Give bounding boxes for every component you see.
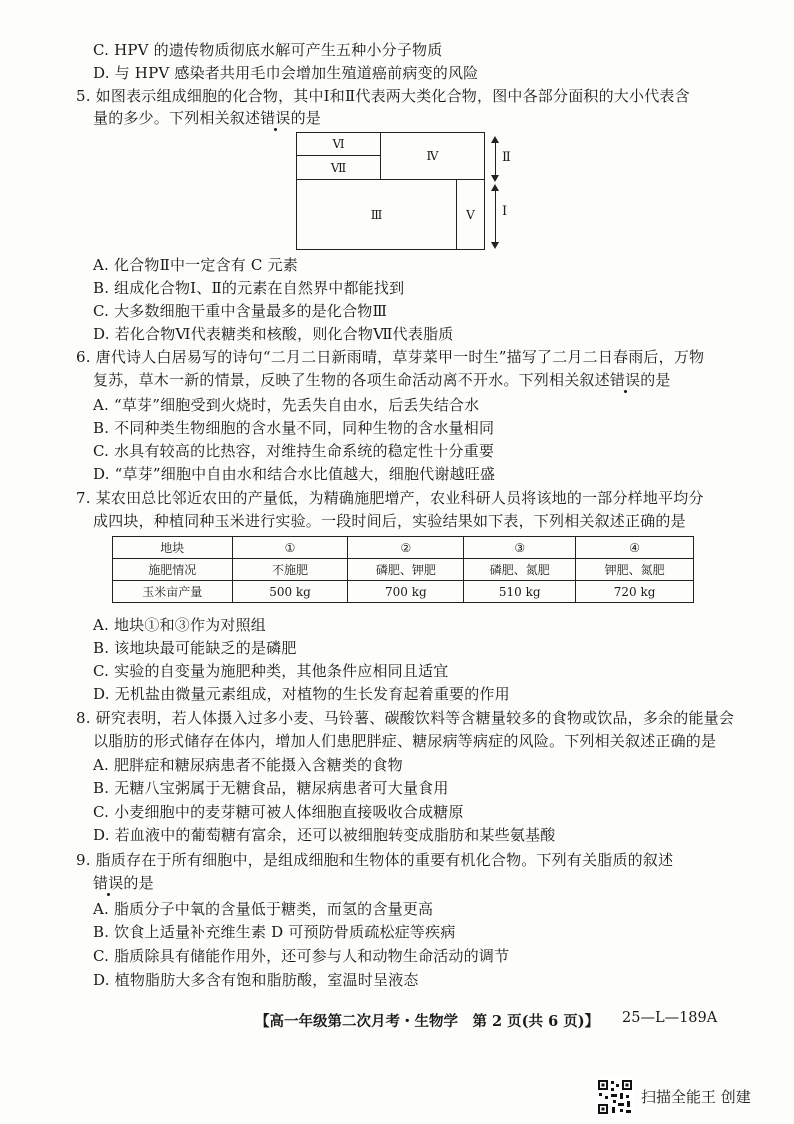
q6-option-d: D. “草芽”细胞中自由水和结合水比值越大，细胞代谢越旺盛 [93, 465, 496, 483]
q9-stem-emphasis: 错误 [93, 874, 124, 892]
q6-stem-emphasis: 错误 [609, 371, 641, 389]
q9-stem-line1: 9. 脂质存在于所有细胞中，是组成细胞和生物体的重要有机化合物。下列有关脂质的叙述 [76, 851, 674, 869]
q9-stem-post: 的是 [123, 874, 154, 892]
qr-code-icon [596, 1078, 634, 1116]
arrow-ii-bottom [491, 175, 499, 182]
arrow-i-shaft [495, 190, 496, 243]
q5-stem-emphasis: 错误 [260, 109, 291, 127]
box-iii: Ⅲ [296, 179, 457, 250]
box-v: Ⅴ [456, 179, 485, 250]
table-cell: 500 kg [232, 581, 348, 603]
q6-stem-pre: 复苏，草木一新的情景，反映了生物的各项生命活动离不开水。下列相关叙述 [93, 371, 610, 389]
q5-option-d: D. 若化合物Ⅵ代表糖类和核酸，则化合物Ⅶ代表脂质 [93, 325, 454, 343]
table-cell: 720 kg [576, 581, 694, 603]
page-footer-code: 25—L—189A [622, 1010, 718, 1026]
q6-option-b: B. 不同种类生物细胞的含水量不同，同种生物的含水量相同 [93, 419, 495, 437]
compound-area-diagram [296, 132, 536, 250]
table-cell: 磷肥、氮肥 [464, 559, 576, 581]
q5-option-a: A. 化合物Ⅱ中一定含有 C 元素 [93, 256, 298, 274]
q8-option-d: D. 若血液中的葡萄糖有富余，还可以被细胞转变成脂肪和某些氨基酸 [93, 826, 556, 844]
label-ii: Ⅱ [502, 150, 511, 165]
q9-option-d: D. 植物脂肪大多含有饱和脂肪酸，室温时呈液态 [93, 971, 419, 989]
scanner-watermark: 扫描全能王 创建 [641, 1088, 751, 1106]
q9-option-b: B. 饮食上适量补充维生素 D 可预防骨质疏松症等疾病 [93, 923, 456, 941]
q5-option-c: C. 大多数细胞干重中含量最多的是化合物Ⅲ [93, 302, 388, 320]
q8-option-c: C. 小麦细胞中的麦芽糖可被人体细胞直接吸收合成糖原 [93, 803, 464, 821]
q7-option-c: C. 实验的自变量为施肥种类，其他条件应相同且适宜 [93, 662, 449, 680]
table-cell: 磷肥、钾肥 [348, 559, 464, 581]
q9-option-a: A. 脂质分子中氧的含量低于糖类，而氢的含量更高 [93, 900, 434, 918]
label-i: Ⅰ [502, 204, 508, 219]
q8-stem-line1: 8. 研究表明，若人体摄入过多小麦、马铃薯、碳酸饮料等含糖量较多的食物或饮品，多余的能量会 [76, 709, 735, 727]
q6-stem-line2 [93, 370, 671, 390]
table-cell: 地块 [113, 537, 233, 559]
q6-option-a: A. “草芽”细胞受到火烧时，先丢失自由水，后丢失结合水 [93, 396, 480, 414]
table-cell: 700 kg [348, 581, 464, 603]
table-cell: 施肥情况 [113, 559, 233, 581]
box-iv: Ⅳ [380, 132, 485, 180]
table-cell: ③ [464, 537, 576, 559]
q6-stem-post: 的是 [640, 371, 671, 389]
table-cell: ④ [576, 537, 694, 559]
table-cell: 不施肥 [232, 559, 348, 581]
box-vi: Ⅵ [296, 132, 381, 156]
table-cell: 钾肥、氮肥 [576, 559, 694, 581]
q8-option-b: B. 无糖八宝粥属于无糖食品，糖尿病患者可大量食用 [93, 779, 449, 797]
q9-stem-line2 [93, 873, 154, 893]
box-vii: Ⅶ [296, 155, 381, 180]
q6-option-c: C. 水具有较高的比热容，对维持生命系统的稳定性十分重要 [93, 442, 495, 460]
fertilizer-yield-table [112, 536, 694, 603]
q4-option-c: C. HPV 的遗传物质彻底水解可产生五种小分子物质 [93, 41, 443, 59]
table-header-row [113, 537, 694, 559]
table-cell: 510 kg [464, 581, 576, 603]
arrow-i-bottom [491, 242, 499, 249]
q8-option-a: A. 肥胖症和糖尿病患者不能摄入含糖类的食物 [93, 756, 403, 774]
q7-option-a: A. 地块①和③作为对照组 [93, 616, 266, 634]
q5-stem-line1: 5. 如图表示组成细胞的化合物，其中Ⅰ和Ⅱ代表两大类化合物，图中各部分面积的大小代表含 [76, 87, 690, 105]
q7-stem-line2: 成四块，种植同种玉米进行实验。一段时间后，实验结果如下表，下列相关叙述正确的是 [93, 512, 686, 530]
table-row [113, 559, 694, 581]
q9-option-c: C. 脂质除具有储能作用外，还可参与人和动物生命活动的调节 [93, 947, 510, 965]
q8-stem-line2: 以脂肪的形式储存在体内，增加人们患肥胖症、糖尿病等病症的风险。下列相关叙述正确的是 [93, 732, 717, 750]
q5-stem-pre: 量的多少。下列相关叙述 [93, 109, 261, 127]
table-cell: ② [348, 537, 464, 559]
q5-stem-post: 的是 [290, 109, 322, 127]
table-row [113, 581, 694, 603]
q7-option-b: B. 该地块最可能缺乏的是磷肥 [93, 639, 297, 657]
q7-option-d: D. 无机盐由微量元素组成，对植物的生长发育起着重要的作用 [93, 685, 510, 703]
arrow-ii-shaft [495, 142, 496, 176]
q5-stem-line2 [93, 108, 321, 128]
q5-option-b: B. 组成化合物Ⅰ、Ⅱ的元素在自然界中都能找到 [93, 279, 405, 297]
table-cell: ① [232, 537, 348, 559]
q4-option-d: D. 与 HPV 感染者共用毛巾会增加生殖道癌前病变的风险 [93, 64, 479, 82]
q6-stem-line1: 6. 唐代诗人白居易写的诗句“二月二日新雨晴，草芽菜甲一时生”描写了二月二日春雨后，万物 [76, 348, 705, 366]
table-cell: 玉米亩产量 [113, 581, 233, 603]
q7-stem-line1: 7. 某农田总比邻近农田的产量低，为精确施肥增产，农业科研人员将该地的一部分样地平均分 [76, 489, 704, 507]
page-footer-title: 【高一年级第二次月考・生物学 第 2 页(共 6 页)】 [255, 1013, 600, 1030]
